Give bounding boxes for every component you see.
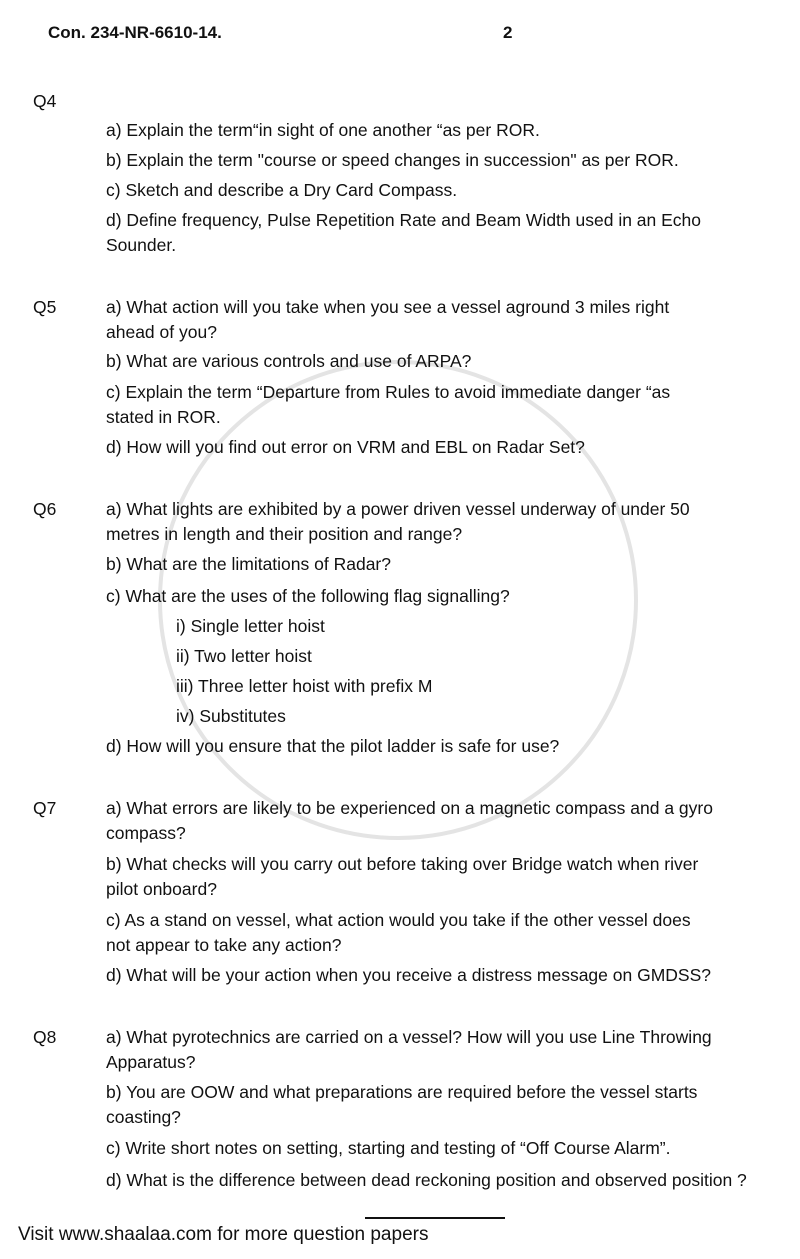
question-item: d) How will you find out error on VRM and EBL on Radar Set? bbox=[106, 437, 585, 457]
question-item: c) Write short notes on setting, starting and testing of “Off Course Alarm”. bbox=[106, 1138, 671, 1158]
question-item-cont: stated in ROR. bbox=[106, 407, 221, 427]
question-item: a) What pyrotechnics are carried on a vessel? How will you use Line Throwing bbox=[106, 1027, 712, 1047]
question-item-cont: Apparatus? bbox=[106, 1052, 196, 1072]
question-item-cont: ahead of you? bbox=[106, 322, 217, 342]
question-label: Q5 bbox=[33, 297, 57, 317]
question-item-cont: coasting? bbox=[106, 1107, 181, 1127]
question-item-cont: pilot onboard? bbox=[106, 879, 217, 899]
sub-item: ii) Two letter hoist bbox=[176, 646, 312, 666]
sub-item: iv) Substitutes bbox=[176, 706, 286, 726]
end-rule bbox=[365, 1217, 505, 1219]
question-label: Q4 bbox=[33, 91, 57, 111]
question-item: a) What action will you take when you see a vessel aground 3 miles right bbox=[106, 297, 670, 317]
question-item-cont: not appear to take any action? bbox=[106, 935, 342, 955]
question-item: d) What is the difference between dead reckoning position and observed position ? bbox=[106, 1170, 747, 1190]
paper-code: Con. 234-NR-6610-14. bbox=[48, 23, 222, 42]
sub-item: iii) Three letter hoist with prefix M bbox=[176, 676, 433, 696]
question-item: c) Sketch and describe a Dry Card Compass. bbox=[106, 180, 458, 200]
question-item: b) Explain the term "course or speed changes in succession" as per ROR. bbox=[106, 150, 679, 170]
page-number: 2 bbox=[503, 23, 513, 42]
question-item: a) What errors are likely to be experienced on a magnetic compass and a gyro bbox=[106, 798, 713, 818]
question-item-cont: metres in length and their position and range? bbox=[106, 524, 463, 544]
sub-item: i) Single letter hoist bbox=[176, 616, 325, 636]
question-item-cont: Sounder. bbox=[106, 235, 177, 255]
question-item: d) What will be your action when you receive a distress message on GMDSS? bbox=[106, 965, 711, 985]
footer-link[interactable]: Visit www.shaalaa.com for more question papers bbox=[18, 1224, 429, 1245]
question-item: a) Explain the term“in sight of one another “as per ROR. bbox=[106, 120, 540, 140]
question-item: a) What lights are exhibited by a power driven vessel underway of under 50 bbox=[106, 499, 690, 519]
question-label: Q7 bbox=[33, 798, 57, 818]
question-item: b) What are various controls and use of ARPA? bbox=[106, 351, 472, 371]
question-item: c) Explain the term “Departure from Rules to avoid immediate danger “as bbox=[106, 382, 671, 402]
question-item: c) What are the uses of the following flag signalling? bbox=[106, 586, 510, 606]
question-item: c) As a stand on vessel, what action would you take if the other vessel does bbox=[106, 910, 691, 930]
question-label: Q6 bbox=[33, 499, 57, 519]
question-item: b) What are the limitations of Radar? bbox=[106, 554, 391, 574]
question-item: b) You are OOW and what preparations are required before the vessel starts bbox=[106, 1082, 698, 1102]
question-item: d) How will you ensure that the pilot ladder is safe for use? bbox=[106, 736, 560, 756]
question-item: b) What checks will you carry out before taking over Bridge watch when river bbox=[106, 854, 699, 874]
question-item-cont: compass? bbox=[106, 823, 186, 843]
question-label: Q8 bbox=[33, 1027, 57, 1047]
question-item: d) Define frequency, Pulse Repetition Rate and Beam Width used in an Echo bbox=[106, 210, 702, 230]
